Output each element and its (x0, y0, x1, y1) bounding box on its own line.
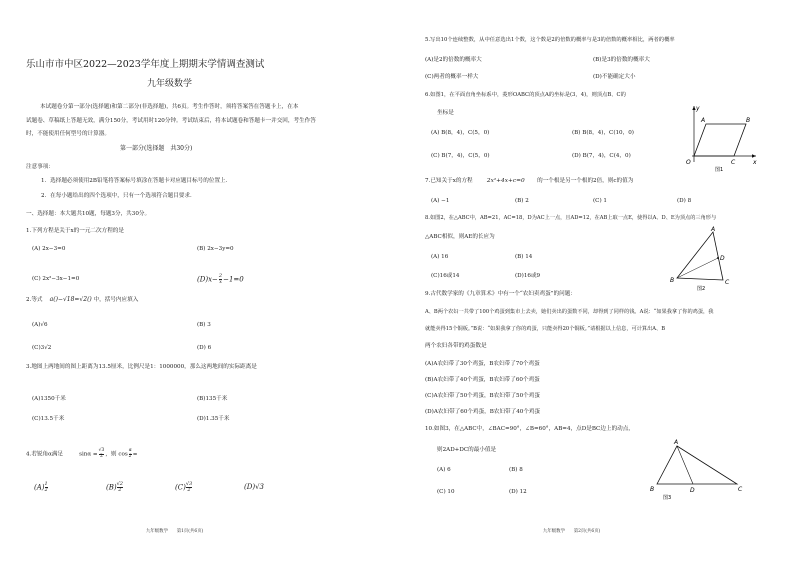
intro-line-2: 试题卷、草稿纸上答题无效，满分150分，考试用时120分钟。考试结束后，将本试题卷和答题卡一并交回，考生作答 (26, 118, 316, 124)
fig2-label-c: C (725, 279, 730, 286)
fig1-caption: 图1 (715, 167, 724, 172)
q9-paragraph-1: A、B两个农妇一共带了100个鸡蛋到集市上去卖，她们卖出的蛋数不同，却得到了同样的钱。A说：“如果我拿了你的鸡蛋，我 (425, 309, 714, 315)
q9-paragraph-2: 就能卖得15个铜板。”B说：“如果我拿了你的鸡蛋，只能卖得20个铜板。”请根据以上信息，可计算出A、B (425, 326, 666, 332)
q1-option-d: (D)x− $\frac{2}{x}$ −1=0 (197, 273, 244, 285)
q4-option-b: (B) $\frac{√2}{2}$ (106, 481, 123, 493)
fig2-label-a: A (711, 226, 716, 233)
q2-option-b: (B) 3 (197, 322, 211, 328)
q6-option-c: (C) B(7，4)，C(5，0) (431, 153, 490, 159)
page-2 (397, 0, 794, 562)
fig1-label-b: B (746, 117, 751, 124)
note-1: 1．选择题必须使用2B铅笔将答案标号填涂在答题卡对应题目标号的位置上． (41, 178, 232, 184)
fig3-label-a: A (674, 439, 679, 446)
q2-stem: 2.等式 a()−√18=√2() 中，括号内应填入 (26, 296, 139, 303)
page-2-footer: 九年级数学 第2页(共6页) (543, 529, 601, 534)
q3-option-c: (C)13.5千米 (32, 416, 65, 422)
q7-option-c: (C) 1 (593, 198, 607, 204)
figure-1 (682, 100, 760, 172)
q9-stem: 9.古代数学家的《九章算术》中有一个“农妇卖鸡蛋”的问题： (425, 291, 576, 297)
q5-stem: 5.写出10个连续整数，从中任意选出1个数，这个数是2的倍数的概率与是3的倍数的概率相比，两者的概率 (425, 37, 675, 43)
q8-stem-2: △ABC相似，则AE的长应为 (425, 234, 495, 240)
fig3-triangle (657, 446, 737, 484)
fig3-label-b: B (650, 486, 655, 493)
fig3-segment-ad (677, 446, 693, 484)
fig1-label-a: A (701, 117, 706, 124)
fig2-triangle (677, 232, 723, 280)
fig1-rhombus (694, 124, 746, 156)
q1-option-a: (A) 2x−3=0 (32, 246, 66, 252)
part1-heading: 第一部分(选择题 共30分) (120, 145, 193, 152)
q1-stem: 1.下列方程是关于x的一元二次方程的是 (26, 228, 124, 234)
fig2-label-d: D (720, 255, 725, 262)
fig1-label-x: x (753, 159, 757, 166)
q8-option-d: (D)16或9 (515, 273, 541, 279)
section-1-heading: 一、选择题：本大题共10题，每题3分，共30分。 (26, 211, 151, 217)
q10-option-b: (B) 8 (509, 467, 523, 473)
fig3-caption: 图3 (663, 495, 672, 501)
q6-option-d: (D) B(7，4)，C(4，0) (572, 153, 631, 159)
q4-option-d: (D)√3 (244, 483, 264, 491)
q4-option-a: (A) $\frac{1}{2}$ (34, 481, 48, 493)
q5-option-c: (C)两者的概率一样大 (425, 74, 479, 80)
q9-option-a: (A)A农妇带了30个鸡蛋，B农妇带了70个鸡蛋 (425, 361, 540, 367)
q9-option-c: (C)A农妇带了50个鸡蛋，B农妇带了50个鸡蛋 (425, 393, 540, 399)
fig1-label-o: O (686, 159, 691, 166)
q3-stem: 3.地图上两地间的图上距离为13.5厘米，比例尺是1：1000000，那么这两地间的实际距离是 (26, 364, 257, 370)
fig2-caption: 图2 (697, 286, 706, 292)
q8-option-a: (A) 16 (431, 254, 449, 260)
q2-option-d: (D) 6 (197, 345, 212, 351)
q10-option-a: (A) 6 (437, 467, 451, 473)
q4-stem: 4.若锐角α满足 sinα = $\frac{√3}{2}$ ，则 cos $\frac{\alpha}{2}$ = (26, 448, 138, 459)
fig1-label-c: C (731, 159, 736, 166)
q3-option-a: (A)1350千米 (32, 396, 66, 402)
fig3-label-d: D (690, 487, 695, 494)
page-1-footer: 九年级数学 第1页(共6页) (146, 529, 204, 534)
q2-option-c: (C)3√2 (32, 345, 52, 351)
q7-option-b: (B) 2 (515, 198, 529, 204)
q9-option-d: (D)A农妇带了60个鸡蛋，B农妇带了40个鸡蛋 (425, 409, 541, 415)
q6-option-a: (A) B(8，4)，C(5，0) (431, 130, 490, 136)
q8-option-b: (B) 14 (515, 254, 533, 260)
fig2-label-b: B (670, 277, 675, 284)
exam-subject: 九年级数学 (147, 79, 193, 89)
q5-option-d: (D)不能确定大小 (593, 74, 636, 80)
exam-title: 乐山市市中区2022—2023学年度上期期末学情调查测试 (26, 59, 265, 70)
q8-option-c: (C)16或14 (431, 273, 460, 279)
q1-option-b: (B) 2x−3y=0 (197, 246, 234, 252)
fig3-label-c: C (738, 486, 743, 493)
q9-option-b: (B)A农妇带了40个鸡蛋，B农妇带了60个鸡蛋 (425, 377, 540, 383)
fig1-x-arrow (752, 154, 756, 157)
q3-option-d: (D)1.35千米 (197, 416, 230, 422)
q4-option-c: (C) $\frac{√3}{2}$ (175, 481, 193, 493)
q8-stem: 8.如图2，在△ABC中，AB=21，AC=18，D为AC上一点，且AD=12，在AB上取一点E，使得以A、D、E为顶点的三角形与 (425, 215, 717, 221)
q7-option-d: (D) 8 (677, 198, 692, 204)
intro-line-1: 本试题卷分第一部分(选择题)和第二部分(非选择题)，共6页。考生作答时，须将答案答在答题卡上，在本 (40, 104, 299, 110)
figure-3 (649, 438, 749, 502)
q5-option-b: (B)是3的倍数的概率大 (593, 57, 650, 63)
q2-option-a: (A)√6 (32, 322, 48, 328)
q7-option-a: (A) −1 (431, 198, 450, 204)
q1-option-c: (C) 2x²−3x−1=0 (32, 276, 80, 282)
q6-option-b: (B) B(8，4)，C(10，0) (572, 130, 634, 136)
fig1-label-y: y (696, 105, 700, 112)
intro-line-3: 时，不能使用任何型号的计算器。 (26, 131, 110, 137)
q10-option-c: (C) 10 (437, 489, 455, 495)
fig2-point-d (717, 257, 719, 259)
q10-stem: 10.如图3，在△ABC中，∠BAC=90°，∠B=60°，AB=4，点D是BC边上的动点， (425, 426, 634, 432)
note-2: 2．在每小题给出的四个选项中，只有一个选项符合题目要求． (41, 193, 196, 199)
q10-stem-2: 则2AD+DC的最小值是 (437, 447, 497, 453)
q6-stem: 6.如图1，在平面直角坐标系中，菱形OABC的顶点A的坐标是(3，4)，则顶点B、C的 (425, 92, 626, 98)
q6-stem-2: 坐标是 (437, 110, 454, 116)
notes-title: 注意事项： (26, 164, 54, 170)
figure-2 (669, 226, 741, 292)
q9-paragraph-3: 两个农妇各带的鸡蛋数是 (425, 343, 487, 349)
q10-option-d: (D) 12 (509, 489, 527, 495)
q3-option-b: (B)135千米 (197, 396, 228, 402)
q5-option-a: (A)是2的倍数的概率大 (425, 57, 482, 63)
q7-stem: 7.已知关于x的方程 2x²+4x+c=0 的一个根是另一个根的2倍，则c的值为 (425, 178, 634, 184)
fig2-segment (677, 258, 718, 278)
